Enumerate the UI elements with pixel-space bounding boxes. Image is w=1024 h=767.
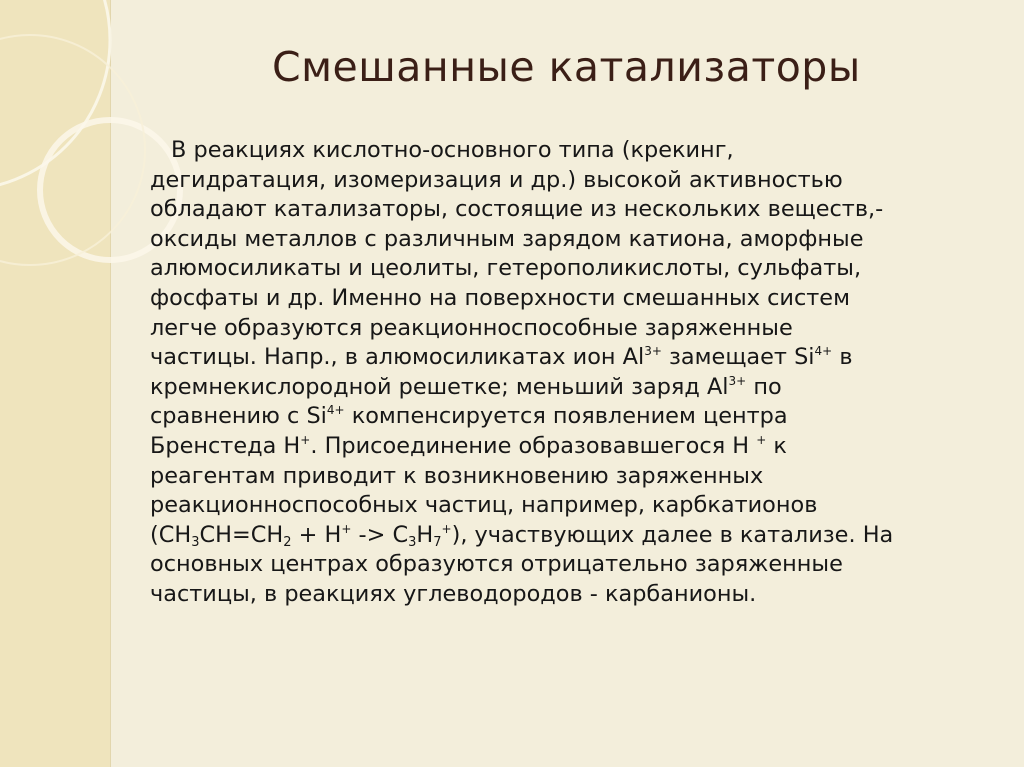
superscript: + xyxy=(756,432,767,447)
text-run: сравнению с Si xyxy=(150,403,327,430)
paragraph-line xyxy=(150,521,970,551)
paragraph-line: реагентам приводит к возникновению заряженных xyxy=(150,462,764,489)
superscript: + xyxy=(300,432,311,447)
body-text xyxy=(150,136,970,610)
paragraph-line: реакционноспособных частиц, например, карбкатионов xyxy=(150,492,818,519)
superscript: + xyxy=(341,521,352,536)
text-run: -> C xyxy=(351,521,409,548)
text-run: Бренстеда H xyxy=(150,432,301,459)
paragraph-line xyxy=(150,373,970,403)
text-run: ), участвующих далее в катализе. На xyxy=(451,521,894,548)
text-run: CH=CH xyxy=(199,521,284,548)
paragraph-line: легче образуются реакционноспособные заряженные xyxy=(150,314,793,341)
paragraph-line xyxy=(150,402,970,432)
paragraph-line: алюмосиликаты и цеолиты, гетерополикислоты, сульфаты, xyxy=(150,255,862,282)
text-run: + H xyxy=(291,521,342,548)
text-run: H xyxy=(416,521,434,548)
subscript: 7 xyxy=(433,534,442,550)
text-run: по xyxy=(746,373,782,400)
subscript: 3 xyxy=(408,534,417,550)
superscript: 3+ xyxy=(728,373,747,388)
superscript: 4+ xyxy=(814,344,833,359)
text-run: (CH xyxy=(150,521,192,548)
paragraph-line xyxy=(150,343,970,373)
text-run: компенсируется появлением центра xyxy=(344,403,788,430)
paragraph-line: оксиды металлов с различным зарядом катиона, аморфные xyxy=(150,225,864,252)
paragraph-line: частицы, в реакциях углеводородов - карбанионы. xyxy=(150,580,757,607)
superscript: + xyxy=(441,521,452,536)
text-run: . Присоединение образовавшегося H xyxy=(310,432,757,459)
paragraph-line: В реакциях кислотно-основного типа (крекинг, xyxy=(171,137,734,163)
paragraph-line: дегидратация, изомеризация и др.) высокой активностью xyxy=(150,166,843,193)
paragraph-line xyxy=(150,432,970,462)
superscript: 4+ xyxy=(326,403,345,418)
paragraph-line: фосфаты и др. Именно на поверхности смешанных систем xyxy=(150,284,850,311)
text-run: в xyxy=(832,344,853,371)
text-run: кремнекислородной решетке; меньший заряд Al xyxy=(150,373,729,400)
paragraph-line: основных центрах образуются отрицательно заряженные xyxy=(150,551,843,578)
slide-title: Смешанные катализаторы xyxy=(272,43,861,91)
superscript: 3+ xyxy=(644,344,662,359)
text-run: частицы. Напр., в алюмосиликатах ион Al xyxy=(150,344,645,371)
subscript: 2 xyxy=(283,534,292,550)
subscript: 3 xyxy=(191,534,200,550)
text-run: к xyxy=(766,432,787,459)
text-run: замещает Si xyxy=(661,344,815,371)
paragraph-line: обладают катализаторы, состоящие из нескольких веществ,- xyxy=(150,196,884,223)
